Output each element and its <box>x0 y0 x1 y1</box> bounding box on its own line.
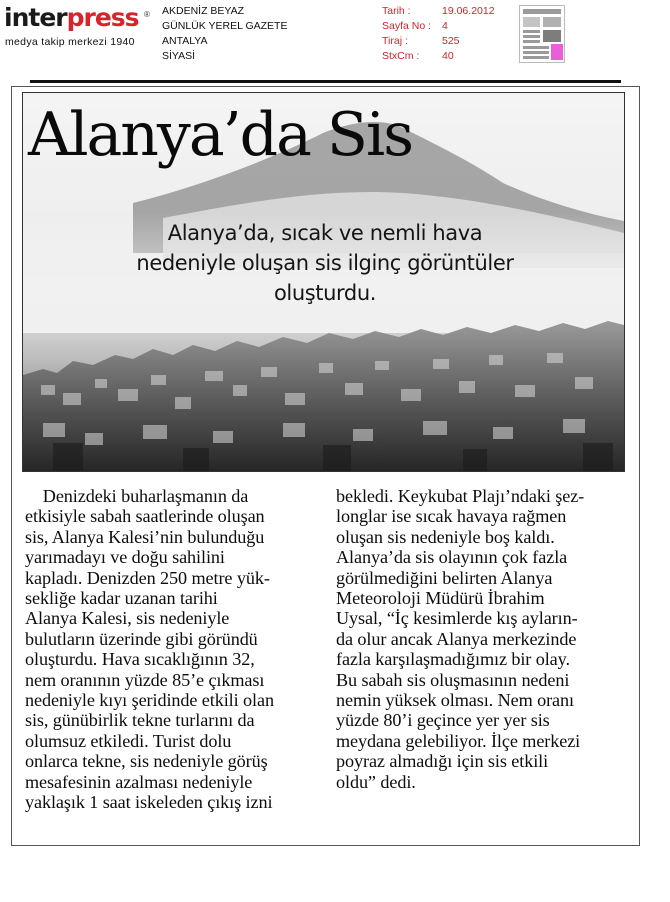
source-info <box>162 4 287 64</box>
header-rule <box>30 80 621 83</box>
article-body-left <box>25 486 317 813</box>
body-line: oldu” dedi. <box>336 771 416 792</box>
body-line: olumsuz etkiledi. Turist dolu <box>25 730 232 751</box>
source-name: AKDENİZ BEYAZ <box>162 5 245 17</box>
body-line: yaklaşık 1 saat iskeleden çıkış izni <box>25 792 273 813</box>
registered-mark: ® <box>144 10 150 19</box>
body-line: Denizdeki buharlaşmanın da <box>25 486 249 506</box>
body-line: nedeniyle kıyı şeridinde etkili olan <box>25 690 274 711</box>
page-thumbnail[interactable] <box>519 5 565 63</box>
clipping-metadata <box>382 4 495 64</box>
body-line: sis, Alanya Kalesi’nin bulunduğu <box>25 526 265 547</box>
article-subheadline: Alanya’da, sıcak ve nemli hava nedeniyle oluşan sis ilginç görüntüler oluşturdu. <box>136 221 514 305</box>
body-line: mesafesinin azalması nedeniyle <box>25 771 253 792</box>
body-line: onlarca tekne, sis nedeniyle görüş <box>25 751 268 772</box>
body-line: Bu sabah sis oluşmasının nedeni <box>336 669 570 690</box>
source-city: ANTALYA <box>162 35 208 47</box>
logo-tagline: medya takip merkezi 1940 <box>5 36 135 48</box>
body-line: Uysal, “İç kesimlerde kış ayların- <box>336 608 578 629</box>
body-line: oluşan sis nedeniyle boş kaldı. <box>336 526 555 547</box>
article-headline: Alanya’da Sis <box>28 100 413 170</box>
meta-row-circulation: Tiraj : 525 <box>382 35 460 47</box>
body-line: da olur ancak Alanya merkezinde <box>336 628 577 649</box>
body-line: oluşturdu. Hava sıcaklığının 32, <box>25 649 255 670</box>
body-line: sis, günübirlik tekne turlarını da <box>25 710 255 731</box>
body-line: poyraz almadığı için sis etkili <box>336 751 549 772</box>
body-line: yarımadayı ve doğu sahilini <box>25 547 225 568</box>
body-line: Alanya’da sis olayının çok fazla <box>336 547 568 568</box>
meta-row-date: Tarih : 19.06.2012 <box>382 5 495 17</box>
body-line: yüzde 80’i geçince yer yer sis <box>336 710 550 731</box>
thumbnail-highlight <box>551 44 563 60</box>
body-line: bulutların üzerinde gibi göründü <box>25 628 258 649</box>
body-line: meydana gelebiliyor. İlçe merkezi <box>336 730 581 751</box>
interpress-logo <box>4 4 149 50</box>
body-line: nemin yüksek olması. Nem oranı <box>336 690 574 711</box>
body-line: kapladı. Denizden 250 metre yük- <box>25 567 270 588</box>
meta-row-stxcm: StxCm : 40 <box>382 50 454 62</box>
body-line: Meteoroloji Müdürü İbrahim <box>336 588 545 609</box>
body-line: fazla karşılaşmadığımız bir olay. <box>336 649 570 670</box>
body-line: görülmediğini belirten Alanya <box>336 567 553 588</box>
body-line: nem oranının yüzde 85’e çıkması <box>25 669 265 690</box>
source-category: SİYASİ <box>162 50 196 62</box>
body-line: sekliğe kadar uzanan tarihi <box>25 588 218 609</box>
source-type: GÜNLÜK YEREL GAZETE <box>162 20 288 32</box>
meta-row-page: Sayfa No : 4 <box>382 20 448 32</box>
body-line: longlar ise sıcak havaya rağmen <box>336 506 567 527</box>
body-line: Alanya Kalesi, sis nedeniyle <box>25 608 230 629</box>
article-body-right <box>336 486 626 792</box>
body-line: bekledi. Keykubat Plajı’ndaki şez- <box>336 486 585 506</box>
logo-wordmark: interpress <box>4 3 139 32</box>
body-line: etkisiyle sabah saatlerinde oluşan <box>25 506 265 527</box>
